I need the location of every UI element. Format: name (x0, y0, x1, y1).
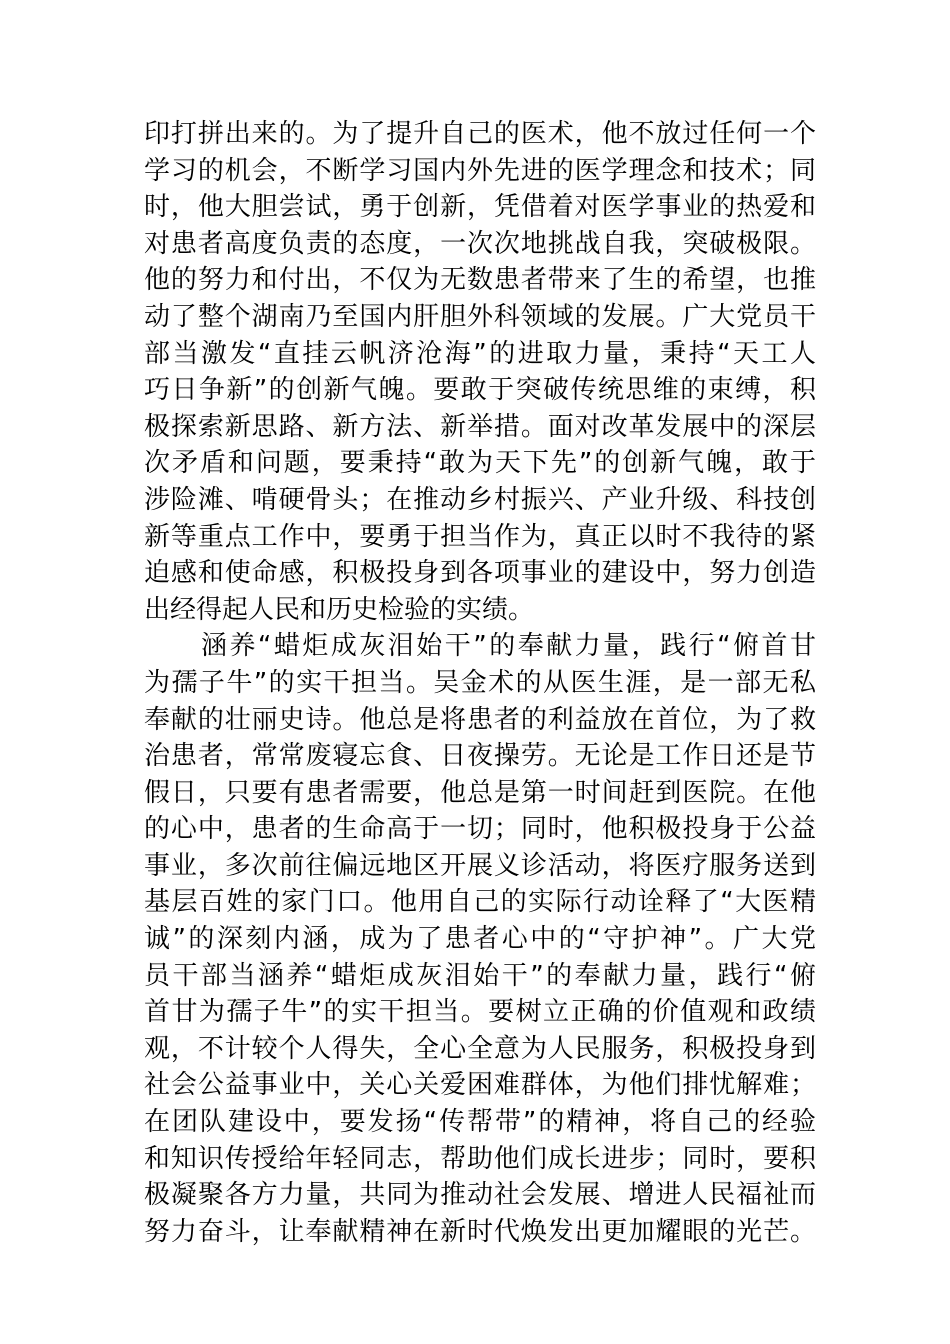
text-line: 事业，多次前往偏远地区开展义诊活动，将医疗服务送到 (144, 850, 816, 881)
text-line: 出经得起人民和历史检验的实绩。 (144, 594, 535, 625)
text-line: 新等重点工作中，要勇于担当作为，真正以时不我待的紧 (144, 521, 816, 552)
text-line: 部当激发“直挂云帆济沧海”的进取力量，秉持“天工人 (144, 338, 816, 369)
text-line: 学习的机会，不断学习国内外先进的医学理念和技术；同 (144, 155, 816, 186)
text-line: 巧日争新”的创新气魄。要敢于突破传统思维的束缚，积 (144, 375, 816, 406)
text-line: 和知识传授给年轻同志，帮助他们成长进步；同时，要积 (144, 1143, 816, 1174)
text-line: 在团队建设中，要发扬“传帮带”的精神，将自己的经验 (144, 1107, 816, 1138)
text-line: 努力奋斗，让奉献精神在新时代焕发出更加耀眼的光芒。 (144, 1216, 816, 1247)
text-line: 对患者高度负责的态度，一次次地挑战自我，突破极限。 (144, 228, 816, 259)
text-line: 印打拼出来的。为了提升自己的医术，他不放过任何一个 (144, 119, 816, 149)
text-line: 首甘为孺子牛”的实干担当。要树立正确的价值观和政绩 (144, 997, 816, 1028)
text-line: 极探索新思路、新方法、新举措。面对改革发展中的深层 (144, 411, 816, 442)
text-line: 为孺子牛”的实干担当。吴金术的从医生涯，是一部无私 (144, 667, 816, 698)
text-line: 假日，只要有患者需要，他总是第一时间赶到医院。在他 (144, 777, 816, 808)
text-line: 次矛盾和问题，要秉持“敢为天下先”的创新气魄，敢于 (144, 448, 816, 479)
body-text (144, 116, 816, 1250)
text-line: 动了整个湖南乃至国内肝胆外科领域的发展。广大党员干 (144, 301, 816, 332)
text-line: 极凝聚各方力量，共同为推动社会发展、增进人民福祉而 (144, 1180, 816, 1211)
text-line: 的心中，患者的生命高于一切；同时，他积极投身于公益 (144, 814, 816, 845)
text-line: 迫感和使命感，积极投身到各项事业的建设中，努力创造 (144, 558, 816, 589)
text-line: 他的努力和付出，不仅为无数患者带来了生的希望，也推 (144, 265, 816, 296)
text-line: 员干部当涵养“蜡炬成灰泪始干”的奉献力量，践行“俯 (144, 960, 816, 991)
text-line: 涉险滩、啃硬骨头；在推动乡村振兴、产业升级、科技创 (144, 484, 816, 515)
text-line: 社会公益事业中，关心关爱困难群体，为他们排忧解难； (144, 1070, 816, 1101)
text-line: 诚”的深刻内涵，成为了患者心中的“守护神”。广大党 (144, 924, 816, 955)
text-line: 奉献的壮丽史诗。他总是将患者的利益放在首位，为了救 (144, 704, 816, 735)
text-line: 时，他大胆尝试，勇于创新，凭借着对医学事业的热爱和 (144, 192, 816, 223)
text-line: 涵养“蜡炬成灰泪始干”的奉献力量，践行“俯首甘 (144, 631, 816, 662)
text-line: 基层百姓的家门口。他用自己的实际行动诠释了“大医精 (144, 887, 816, 918)
text-line: 治患者，常常废寝忘食、日夜操劳。无论是工作日还是节 (144, 741, 816, 772)
text-line: 观，不计较个人得失，全心全意为人民服务，积极投身到 (144, 1033, 816, 1064)
